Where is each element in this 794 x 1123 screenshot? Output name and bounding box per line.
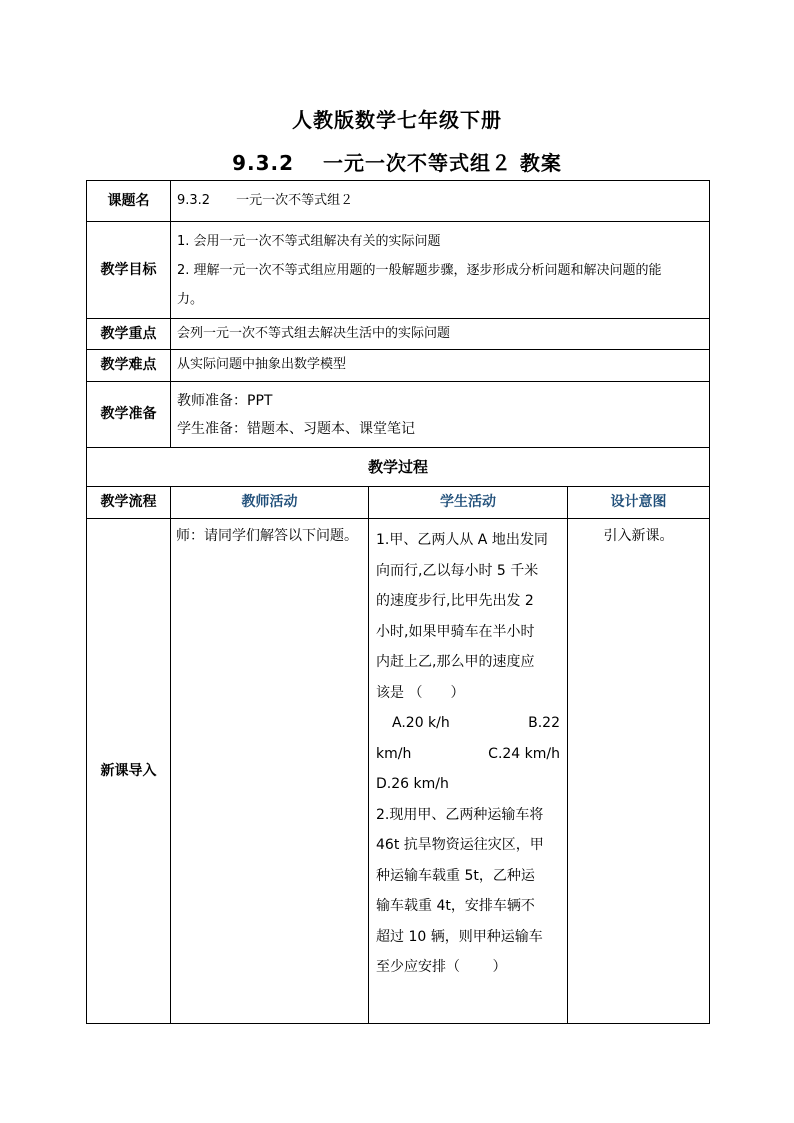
q2-line: 输车载重 4t，安排车辆不 [376,898,535,914]
option-c: C.24 km/h [488,745,560,762]
q1-line: 1.甲、乙两人从 A 地出发同 [376,532,548,548]
difficulty-value: 从实际问题中抽象出数学模型 [171,350,710,382]
goal-line-3: 力。 [177,291,204,307]
q2-line: 2.现用甲、乙两种运输车将 [376,806,544,823]
options-row-2 [376,739,560,770]
prep-teacher: 教师准备：PPT [177,392,273,409]
goals-row [87,222,710,319]
q1-line: 向而行,乙以每小时 5 千米 [376,562,539,579]
goal-line-1: 1. 会用一元一次不等式组解决有关的实际问题 [177,233,441,249]
focus-label: 教学重点 [87,319,171,350]
process-title-row [87,448,710,487]
difficulty-label: 教学难点 [87,350,171,382]
q1-line: 小时,如果甲骑车在半小时 [376,623,535,640]
header-student: 学生活动 [369,487,568,519]
lesson-plan-table [86,180,710,1024]
q2-line: 种运输车载重 5t，乙种运 [376,867,535,884]
option-a: A.20 k/h [392,715,450,731]
document-subtitle: 9.3.2 一元一次不等式组２ 教案 [232,151,562,175]
prep-label: 教学准备 [87,382,171,448]
prep-value [171,382,710,448]
option-b: B.22 [528,715,560,731]
difficulty-row [87,350,710,382]
topic-row [87,181,710,222]
q1-line: 该是 （ ） [376,684,465,701]
prep-row [87,382,710,448]
focus-value: 会列一元一次不等式组去解决生活中的实际问题 [171,319,710,350]
q1-line: 内赶上乙,那么甲的速度应 [376,654,535,670]
option-d: D.26 km/h [376,776,449,792]
process-title: 教学过程 [87,448,710,487]
process-header-row [87,487,710,519]
focus-row [87,319,710,350]
topic-value: 9.3.2 一元一次不等式组２ [171,181,710,222]
header-flow: 教学流程 [87,487,171,519]
goal-line-2: 2. 理解一元一次不等式组应用题的一般解题步骤，逐步形成分析问题和解决问题的能 [177,262,662,278]
topic-label: 课题名 [87,181,171,222]
intro-intent: 引入新课。 [568,519,710,1024]
q1-line: 的速度步行,比甲先出发 2 [376,593,534,609]
q2-line: 超过 10 辆，则甲种运输车 [376,928,543,945]
q2-line: 至少应安排（ ） [376,959,507,975]
q2-line: 46t 抗旱物资运往灾区，甲 [376,837,544,853]
options-row-1 [376,708,560,739]
intro-row [87,519,710,1024]
goals-value [171,222,710,319]
intro-teacher: 师：请同学们解答以下问题。 [171,519,369,1024]
header-intent: 设计意图 [568,487,710,519]
intro-student [369,519,568,1024]
document-title: 人教版数学七年级下册 [292,108,502,132]
prep-student: 学生准备：错题本、习题本、课堂笔记 [177,420,415,437]
header-teacher: 教师活动 [171,487,369,519]
option-b-unit: km/h [376,745,412,762]
intro-flow: 新课导入 [87,519,171,1024]
goals-label: 教学目标 [87,222,171,319]
